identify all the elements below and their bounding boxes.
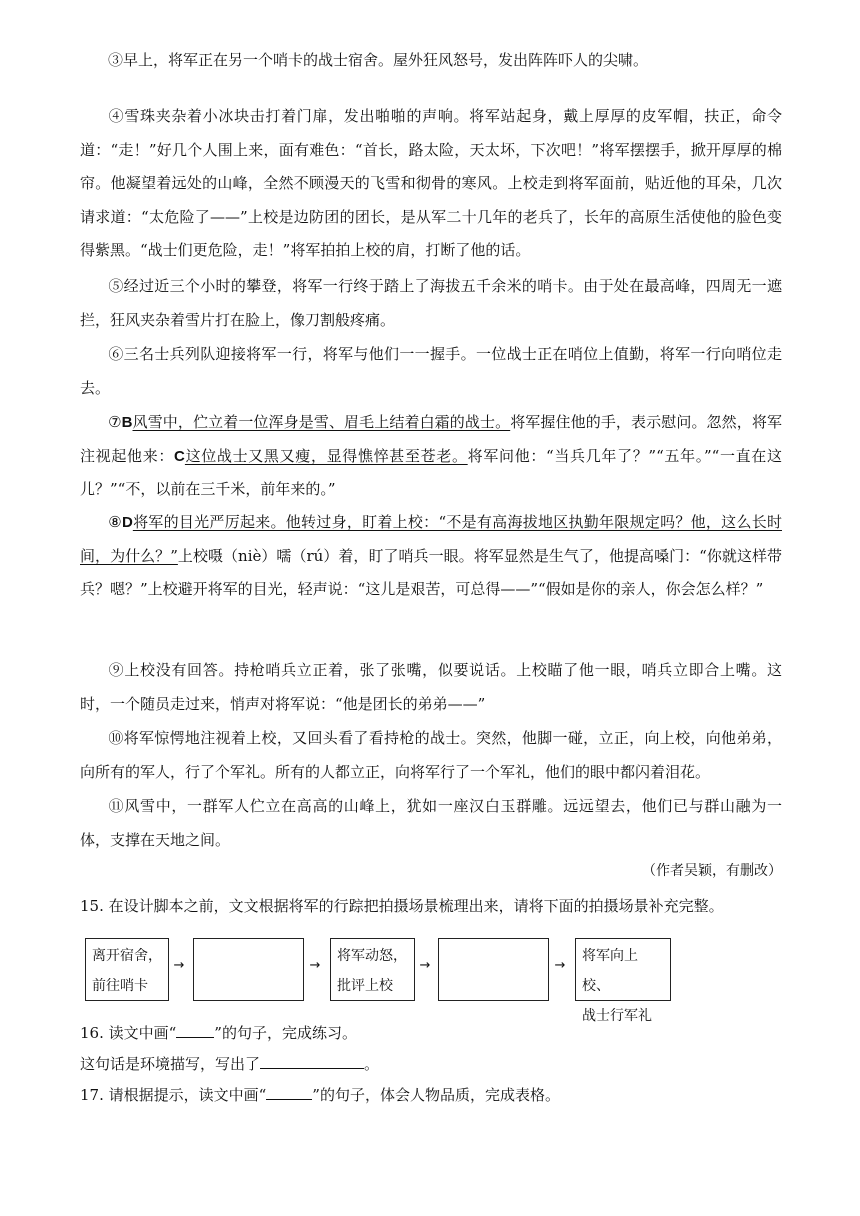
paragraph-text: ⑦	[108, 413, 122, 431]
paragraph-11	[80, 790, 782, 857]
scene-box-5	[575, 938, 671, 1024]
scene-box-3	[330, 938, 415, 1001]
question-16: 16. 读文中画“ ”的句子，完成练习。	[80, 1020, 357, 1046]
sentence-marker: D	[121, 514, 133, 531]
paragraph-text: 上校嗫（niè）嚅（rú）着，盯了哨兵一眼。将军显然是生气了，他提高嗓门：“你就这样带兵？嗯？”上校避开将军的目光，轻声说：“这儿是艰苦，可总得——”“假如是你的亲人，你会怎么样？”	[80, 546, 783, 598]
underlined-sentence: 将军的目光严厉起来。他转过身，盯着上校：“不是有高海拔地区执勤年限规定吗？他，这么长时间，为什么？”	[80, 513, 782, 565]
paragraph-text: ⑨上校没有回答。持枪哨兵立正着，张了张嘴，似要说话。上校瞄了他一眼，哨兵立即合上嘴。这时，一个随员走过来，悄声对将军说：“他是团长的弟弟——”	[80, 661, 782, 713]
scene-box-2-blank[interactable]	[193, 938, 304, 1001]
underlined-sentence: 风雪中，伫立着一位浑身是雪、眉毛上结着白霜的战士。	[132, 413, 511, 431]
arrow-icon: →	[419, 958, 431, 973]
underline-sample	[266, 1083, 312, 1100]
paragraph-text: ③早上，将军正在另一个哨卡的战士宿舍。屋外狂风怒号，发出阵阵吓人的尖啸。	[108, 51, 649, 69]
paragraph-10	[80, 722, 782, 789]
paragraph-text: ⑩将军惊愕地注视着上校，又回头看了看持枪的战士。突然，他脚一碰，立正，向上校，向他弟弟，向所有的军人，行了个军礼。所有的人都立正，向将军行了一个军礼，他们的眼中都闪着泪花。	[80, 729, 782, 781]
paragraph-9	[80, 654, 782, 721]
paragraph-6	[80, 338, 782, 405]
arrow-icon: →	[309, 958, 321, 973]
paragraph-text: ④雪珠夹杂着小冰块击打着门扉，发出啪啪的声响。将军站起身，戴上厚厚的皮军帽，扶正，命令道：“走！”好几个人围上来，面有难色：“首长，路太险，天太坏，下次吧！”将军摆摆手，掀开厚厚的棉帘。他凝望着远处的山峰，全然不顾漫天的飞雪和彻骨的寒风。上校走到将军面前，贴近他的耳朵，几次请求道：“太危险了——”上校是边防团的团长，是从军二十几年的老兵了，长年的高原生活使他的脸色变得紫黑。“战士们更危险，走！”将军拍拍上校的肩，打断了他的话。	[80, 107, 782, 259]
paragraph-text: 将军问他：“当兵几年了？”“五年。”“一直在这儿？”“不，以前在三千米，前年来的。”	[80, 446, 782, 498]
scene-box-1-line1: 离开宿舍，	[92, 948, 162, 964]
arrow-icon: →	[173, 958, 185, 973]
arrow-icon: →	[554, 958, 566, 973]
author-credit: （作者吴颖，有删改）	[642, 863, 782, 879]
paragraph-8	[80, 506, 782, 607]
paragraph-7	[80, 406, 782, 507]
question-15: 15. 在设计脚本之前，文文根据将军的行踪把拍摄场景梳理出来，请将下面的拍摄场景补充完整。	[80, 897, 724, 915]
underlined-sentence: 这位战士又黑又瘦，显得憔悴甚至苍老。	[184, 446, 468, 465]
paragraph-text: ⑧	[108, 513, 122, 531]
scene-box-1	[85, 938, 169, 1001]
scene-box-4-blank[interactable]	[438, 938, 549, 1001]
paragraph-text: 将军握住他的手，表示慰问。忽然，将军注视起他来：	[80, 413, 782, 465]
answer-blank[interactable]	[260, 1052, 364, 1069]
underline-sample	[176, 1021, 214, 1038]
sentence-marker: C	[174, 447, 185, 465]
scene-box-3-line1: 将军动怒，	[337, 948, 407, 964]
sentence-marker: B	[121, 414, 133, 431]
scene-box-5-line2: 战士行军礼	[582, 1008, 652, 1024]
scene-box-3-line2: 批评上校	[337, 978, 393, 994]
paragraph-3	[80, 44, 782, 78]
paragraph-5	[80, 270, 782, 337]
scene-box-1-line2: 前往哨卡	[92, 978, 148, 994]
paragraph-text: ⑤经过近三个小时的攀登，将军一行终于踏上了海拔五千余米的哨卡。由于处在最高峰，四周无一遮拦，狂风夹杂着雪片打在脸上，像刀割般疼痛。	[80, 277, 782, 329]
question-17: 17. 请根据提示，读文中画“ ”的句子，体会人物品质，完成表格。	[80, 1082, 560, 1108]
question-16-line2: 这句话是环境描写，写出了 。	[80, 1051, 379, 1077]
paragraph-text: ⑪风雪中，一群军人伫立在高高的山峰上，犹如一座汉白玉群雕。远远望去，他们已与群山融为一体，支撑在天地之间。	[80, 797, 782, 849]
paragraph-4	[80, 100, 782, 268]
paragraph-text: ⑥三名士兵列队迎接将军一行，将军与他们一一握手。一位战士正在哨位上值勤，将军一行向哨位走去。	[80, 345, 782, 397]
scene-box-5-line1: 将军向上校、	[582, 948, 638, 994]
